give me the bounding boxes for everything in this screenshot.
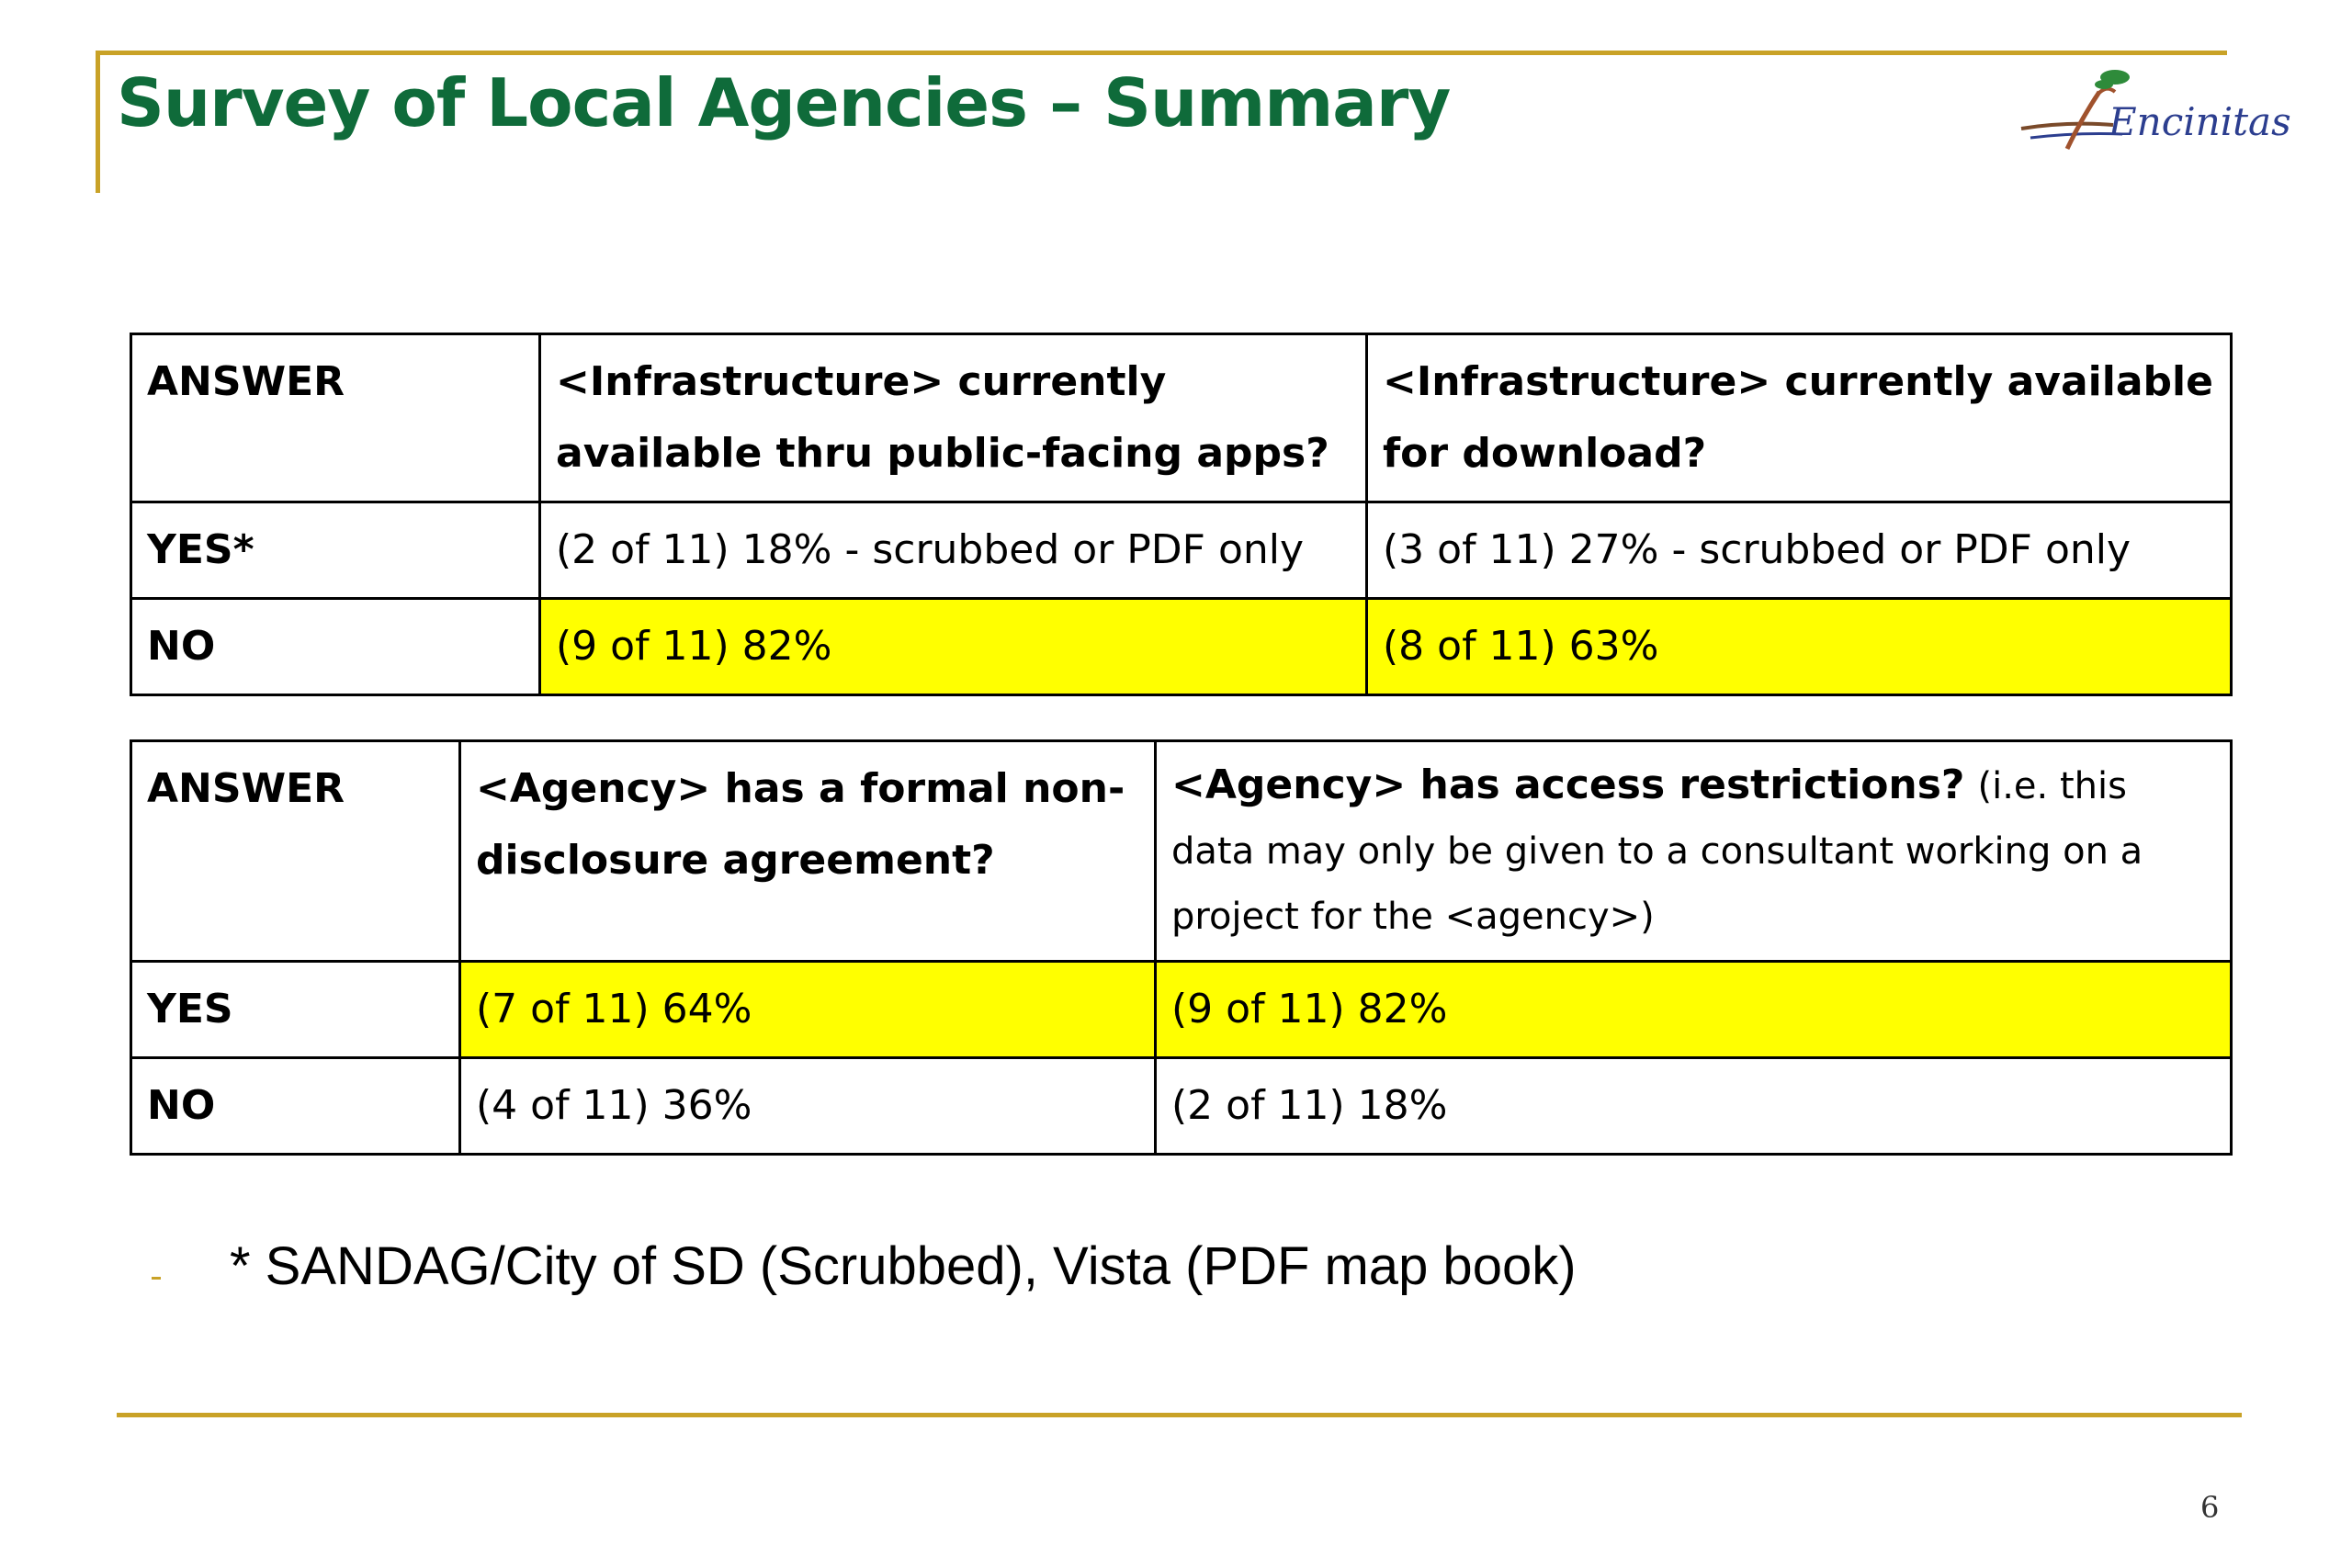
infrastructure-table xyxy=(130,333,2233,696)
page-number: 6 xyxy=(2200,1490,2220,1525)
header-public-apps: <Infrastructure> currently available thru public-facing apps? xyxy=(540,334,1367,502)
row-label: NO xyxy=(131,599,540,695)
header-access-title: <Agency> has access restrictions? xyxy=(1171,761,1965,808)
table-row xyxy=(131,1058,2232,1155)
table-cell: (2 of 11) 18% xyxy=(1156,1058,2232,1155)
header-answer: ANSWER xyxy=(131,334,540,502)
table-row xyxy=(131,502,2232,599)
top-rule xyxy=(96,51,2227,55)
highlighted-cell: (8 of 11) 63% xyxy=(1367,599,2232,695)
footnote xyxy=(152,1235,1577,1297)
header-access-note: (i.e. this data may only be given to a consultant working on a project for the <agency>) xyxy=(1171,765,2143,938)
logo-text: Encinitas xyxy=(2109,99,2291,144)
highlighted-cell: (9 of 11) 82% xyxy=(540,599,1367,695)
footnote-text: * SANDAG/City of SD (Scrubbed), Vista (PDF map book) xyxy=(230,1236,1577,1296)
row-label: YES* xyxy=(131,502,540,599)
left-rule xyxy=(96,51,100,193)
table-row xyxy=(131,599,2232,695)
bottom-rule xyxy=(117,1413,2242,1417)
table-row xyxy=(131,962,2232,1058)
table-cell: (2 of 11) 18% - scrubbed or PDF only xyxy=(540,502,1367,599)
table-header-row xyxy=(131,334,2232,502)
row-label: NO xyxy=(131,1058,460,1155)
header-download: <Infrastructure> currently available for download? xyxy=(1367,334,2232,502)
highlighted-cell: (7 of 11) 64% xyxy=(460,962,1156,1058)
header-nda: <Agency> has a formal non-disclosure agreement? xyxy=(460,741,1156,962)
slide-title: Survey of Local Agencies – Summary xyxy=(117,64,1451,141)
table-header-row xyxy=(131,741,2232,962)
highlighted-cell: (9 of 11) 82% xyxy=(1156,962,2232,1058)
header-answer: ANSWER xyxy=(131,741,460,962)
agency-table xyxy=(130,739,2233,1156)
table-cell: (3 of 11) 27% - scrubbed or PDF only xyxy=(1367,502,2232,599)
table-cell: (4 of 11) 36% xyxy=(460,1058,1156,1155)
header-access-restrictions xyxy=(1156,741,2232,962)
row-label: YES xyxy=(131,962,460,1058)
